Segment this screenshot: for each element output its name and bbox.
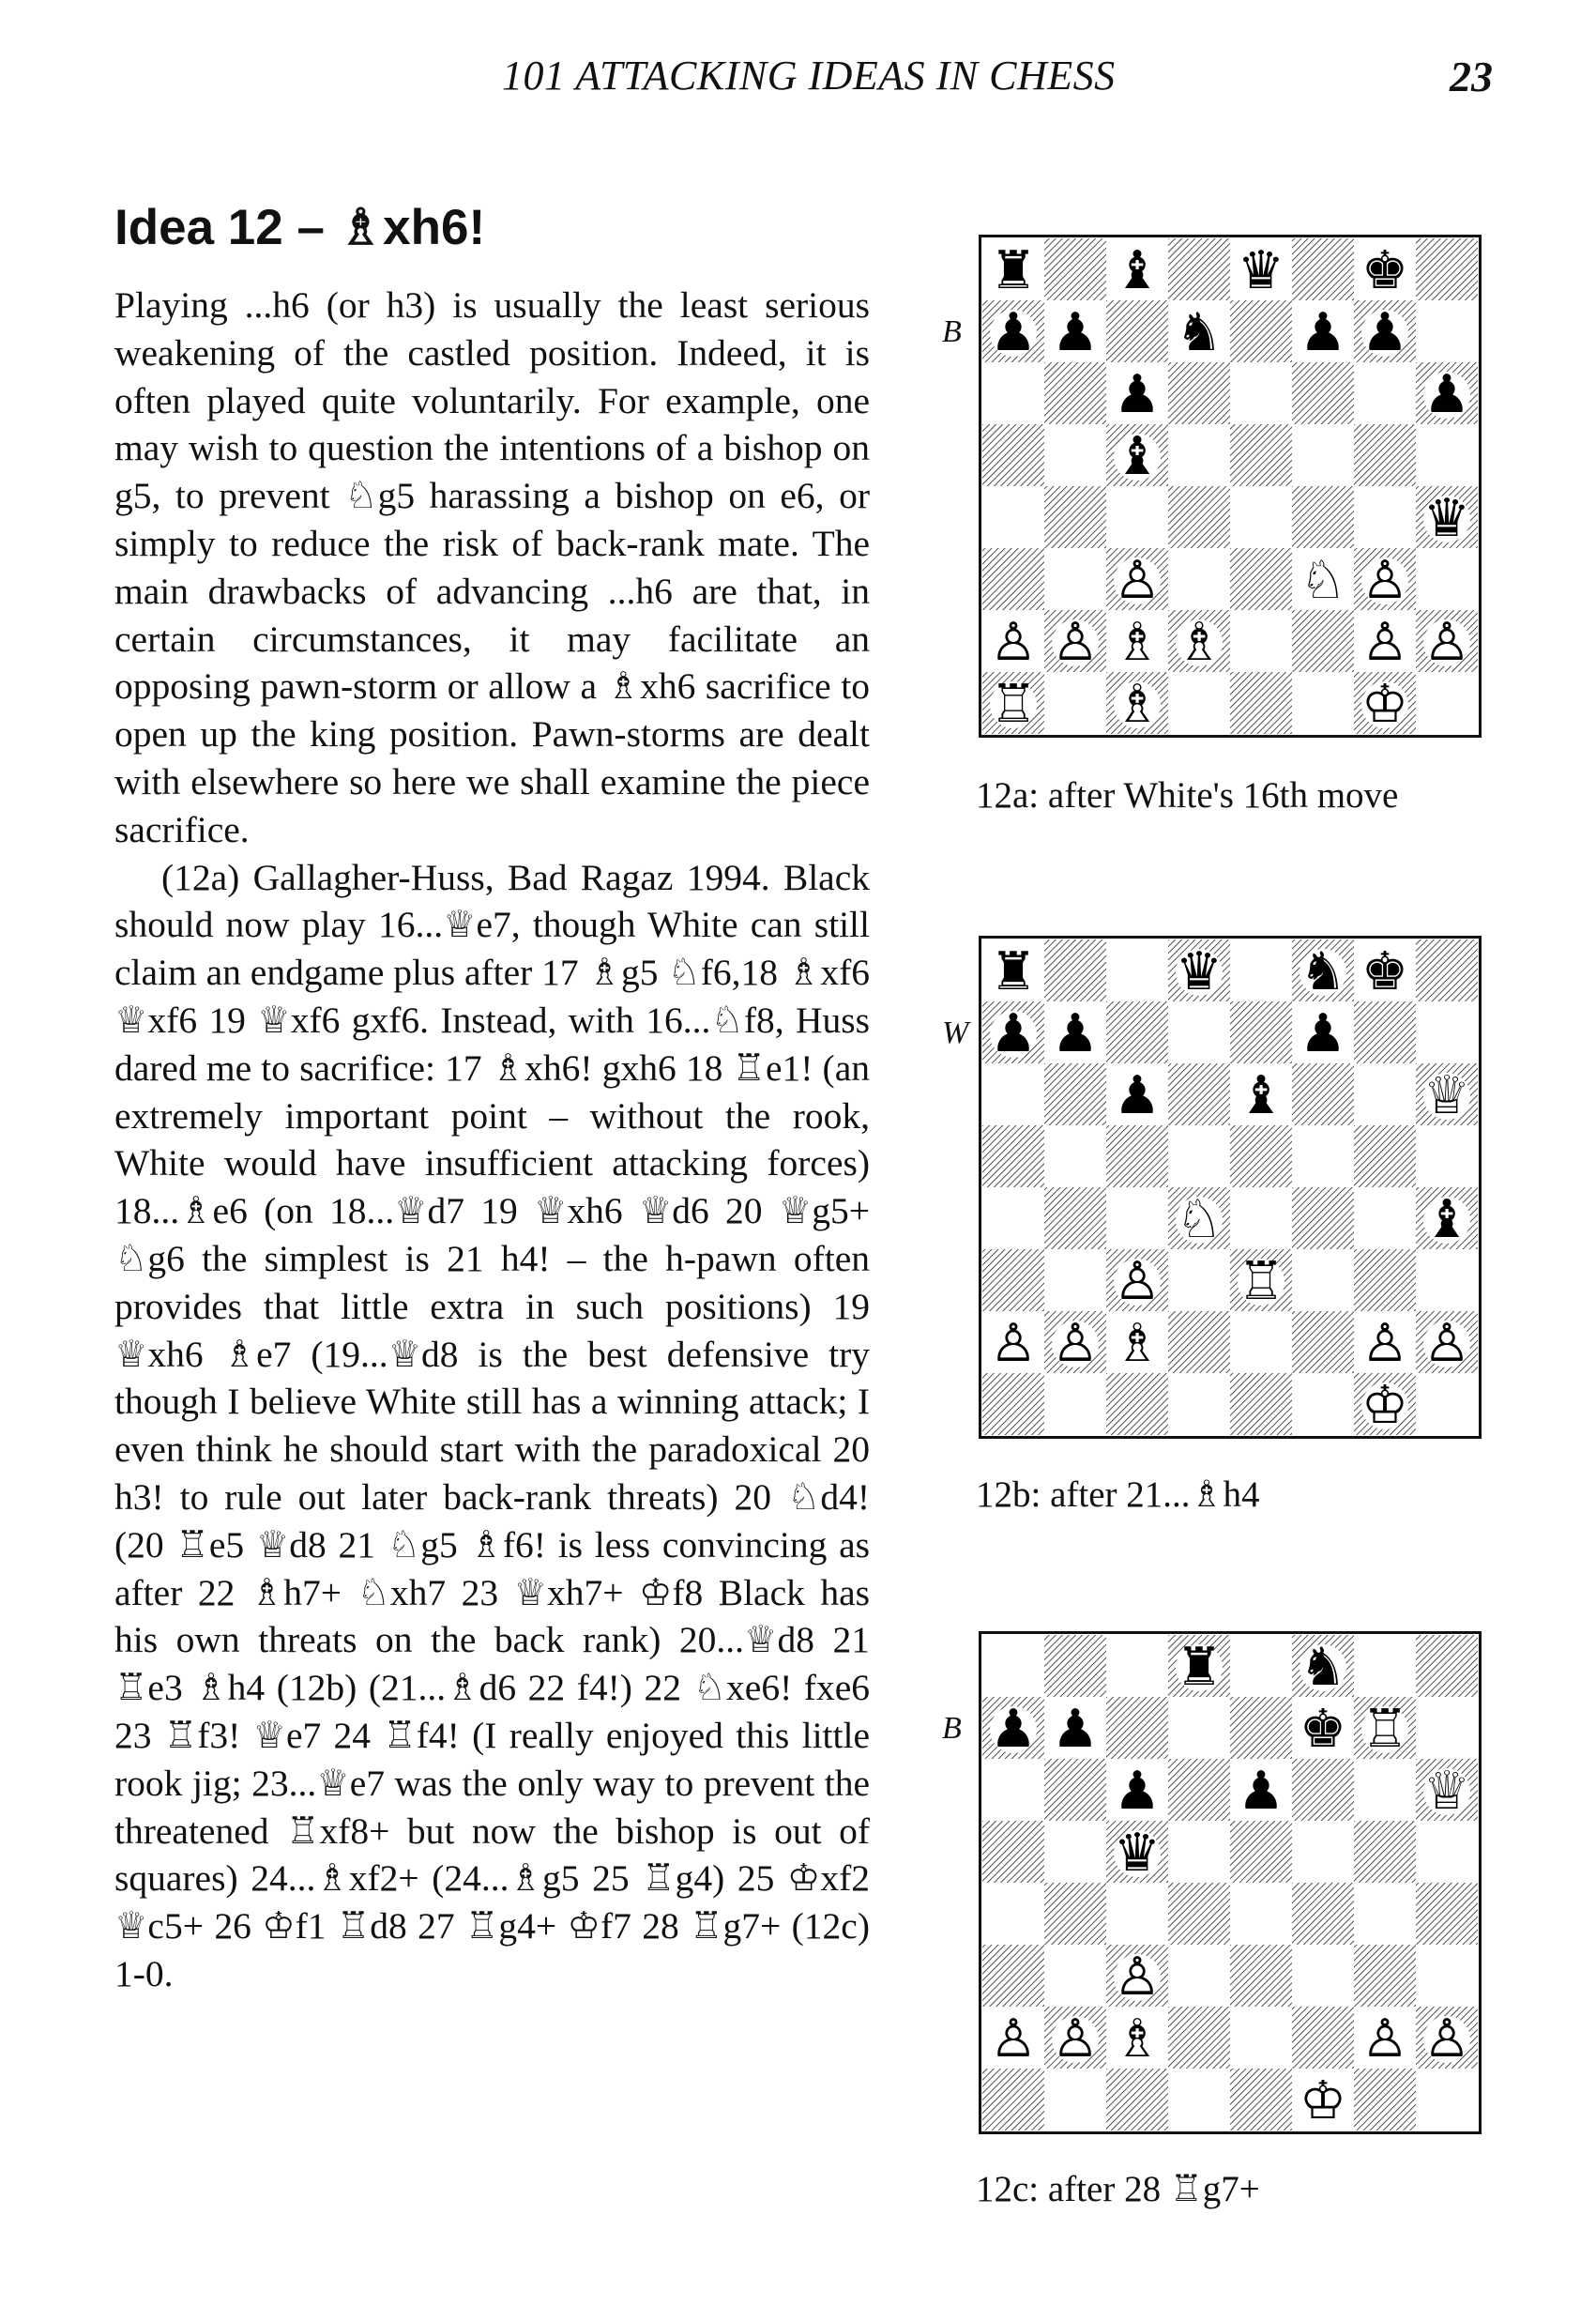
board-square-f6 <box>1292 1063 1354 1125</box>
board-square-b4 <box>1044 486 1106 548</box>
white-rook-a1: ♖ <box>989 674 1038 735</box>
board-square-c4 <box>1106 1187 1168 1249</box>
board-square-h4 <box>1416 1883 1478 1945</box>
board-square-d1 <box>1168 2069 1230 2130</box>
white-queen-h6: ♕ <box>1422 1761 1471 1822</box>
board-square-c8 <box>1106 1635 1168 1697</box>
white-pawn-c3: ♙ <box>1113 550 1162 611</box>
black-pawn-b7: ♟ <box>1051 1003 1100 1064</box>
board-square-d2 <box>1168 1311 1230 1373</box>
white-rook-e3: ♖ <box>1237 1251 1285 1312</box>
board-square-g1 <box>1354 2069 1416 2130</box>
board-square-h7 <box>1416 1001 1478 1063</box>
board-square-f2 <box>1292 610 1354 672</box>
black-pawn-c6: ♟ <box>1113 1761 1162 1822</box>
board-square-g4 <box>1354 486 1416 548</box>
board-square-f4 <box>1292 1883 1354 1945</box>
board-square-h3 <box>1416 1249 1478 1311</box>
board-square-b1 <box>1044 2069 1106 2130</box>
black-king-g8: ♚ <box>1360 240 1409 301</box>
board-square-b8 <box>1044 939 1106 1001</box>
white-pawn-a2: ♙ <box>989 612 1038 673</box>
white-pawn-b2: ♙ <box>1051 1313 1100 1374</box>
board-square-c1 <box>1106 2069 1168 2130</box>
chess-board <box>981 939 1479 1436</box>
board-square-a6 <box>982 1759 1044 1821</box>
white-pawn-h2: ♙ <box>1422 2008 1471 2069</box>
white-knight-f3: ♘ <box>1299 550 1347 611</box>
white-pawn-g3: ♙ <box>1360 550 1409 611</box>
black-pawn-a7: ♟ <box>989 1699 1038 1760</box>
white-knight-d4: ♘ <box>1175 1189 1224 1250</box>
board-square-f5 <box>1292 1821 1354 1883</box>
black-pawn-f7: ♟ <box>1299 302 1347 363</box>
board-square-b5 <box>1044 1125 1106 1187</box>
board-square-e5 <box>1230 1821 1292 1883</box>
black-king-g8: ♚ <box>1360 941 1409 1002</box>
board-square-a1 <box>982 1373 1044 1435</box>
black-queen-e8: ♛ <box>1237 240 1285 301</box>
board-square-f1 <box>1292 672 1354 734</box>
board-square-e2 <box>1230 1311 1292 1373</box>
white-bishop-c2: ♗ <box>1113 612 1162 673</box>
board-square-a3 <box>982 1249 1044 1311</box>
black-pawn-h6: ♟ <box>1422 364 1471 425</box>
board-square-h1 <box>1416 672 1478 734</box>
paragraph-intro: Playing ...h6 (or h3) is usually the least serious weakening of the castled position. Indeed, it is often played quite voluntarily. For example, one may wish to question the intentions of a bishop on g5, to prevent ♘g5 harassing a bishop on e6, or simply to reduce the risk of back-rank mate. The main drawbacks of advancing ...h6 are that, in certain circumstances, it may facilitate an opposing pawn-storm or allow a ♗xh6 sacrifice to open up the king position. Pawn-storms are dealt with elsewhere so here we shall examine the piece sacrifice. <box>114 284 870 850</box>
black-queen-h4: ♛ <box>1422 488 1471 549</box>
white-rook-g7: ♖ <box>1360 1699 1409 1760</box>
board-square-h5 <box>1416 1821 1478 1883</box>
board-square-c8 <box>1106 939 1168 1001</box>
board-square-e1 <box>1230 672 1292 734</box>
board-square-h5 <box>1416 424 1478 486</box>
running-head <box>0 52 1596 117</box>
chess-diagram-12b <box>979 936 1482 1439</box>
white-bishop-c1: ♗ <box>1113 674 1162 735</box>
board-square-f3 <box>1292 1945 1354 2007</box>
board-square-a3 <box>982 1945 1044 2007</box>
side-to-move-12b: W <box>942 1016 969 1050</box>
white-pawn-h2: ♙ <box>1422 612 1471 673</box>
board-square-d5 <box>1168 1125 1230 1187</box>
side-to-move-12c: B <box>942 1711 962 1746</box>
black-knight-f8: ♞ <box>1299 1637 1347 1698</box>
board-square-g6 <box>1354 362 1416 424</box>
board-square-f5 <box>1292 1125 1354 1187</box>
white-king-f1: ♔ <box>1299 2070 1347 2131</box>
black-pawn-b7: ♟ <box>1051 1699 1100 1760</box>
board-square-g3 <box>1354 1945 1416 2007</box>
board-square-b3 <box>1044 548 1106 610</box>
board-square-g8 <box>1354 1635 1416 1697</box>
board-square-g4 <box>1354 1187 1416 1249</box>
board-square-e8 <box>1230 1635 1292 1697</box>
black-bishop-c5: ♝ <box>1113 426 1162 487</box>
board-square-a6 <box>982 362 1044 424</box>
board-square-c4 <box>1106 486 1168 548</box>
chess-diagram-12a <box>979 235 1482 738</box>
board-square-a5 <box>982 424 1044 486</box>
board-square-f3 <box>1292 1249 1354 1311</box>
board-square-d8 <box>1168 238 1230 300</box>
board-square-h8 <box>1416 939 1478 1001</box>
board-square-f1 <box>1292 1373 1354 1435</box>
board-square-h3 <box>1416 1945 1478 2007</box>
black-queen-c5: ♛ <box>1113 1823 1162 1884</box>
board-square-d4 <box>1168 1883 1230 1945</box>
idea-heading: Idea 12 – ♗xh6! <box>114 200 486 255</box>
board-square-c4 <box>1106 1883 1168 1945</box>
board-square-b3 <box>1044 1249 1106 1311</box>
board-square-e8 <box>1230 939 1292 1001</box>
board-square-b6 <box>1044 362 1106 424</box>
black-bishop-c8: ♝ <box>1113 240 1162 301</box>
board-square-b1 <box>1044 1373 1106 1435</box>
board-square-d7 <box>1168 1001 1230 1063</box>
board-square-f6 <box>1292 362 1354 424</box>
board-square-e3 <box>1230 548 1292 610</box>
white-bishop-c2: ♗ <box>1113 1313 1162 1374</box>
body-text <box>114 282 870 1998</box>
black-pawn-f7: ♟ <box>1299 1003 1347 1064</box>
black-pawn-c6: ♟ <box>1113 1065 1162 1126</box>
white-queen-h6: ♕ <box>1422 1065 1471 1126</box>
black-pawn-c6: ♟ <box>1113 364 1162 425</box>
board-square-e2 <box>1230 2007 1292 2069</box>
white-pawn-c3: ♙ <box>1113 1251 1162 1312</box>
board-square-e5 <box>1230 424 1292 486</box>
board-square-a4 <box>982 486 1044 548</box>
board-square-g6 <box>1354 1759 1416 1821</box>
board-square-e5 <box>1230 1125 1292 1187</box>
board-square-c1 <box>1106 1373 1168 1435</box>
board-square-d3 <box>1168 1945 1230 2007</box>
black-rook-a8: ♜ <box>989 240 1038 301</box>
board-square-b1 <box>1044 672 1106 734</box>
board-square-a6 <box>982 1063 1044 1125</box>
paragraph-game: (12a) Gallagher-Huss, Bad Ragaz 1994. Black should now play 16...♕e7, though White can still claim an endgame plus after 17 ♗g5 ♘f6,18 ♗xf6 ♕xf6 19 ♕xf6 gxf6. Instead, with 16...♘f8, Huss dared me to sacrifice: 17 ♗xh6! gxh6 18 ♖e1! (an extremely important point – without the rook, White would have insufficient attacking forces) 18...♗e6 (on 18...♕d7 19 ♕xh6 ♕d6 20 ♕g5+ ♘g6 the simplest is 21 h4! – the h-pawn often provides that little extra in such positions) 19 ♕xh6 ♗e7 (19...♕d8 is the best defensive try though I believe White still has a winning attack; I even think he should start with the paradoxical 20 h3! to rule out later back-rank threats) 20 ♘d4! (20 ♖e5 ♕d8 21 ♘g5 ♗f6! is less convincing as after 22 ♗h7+ ♘xh7 23 ♕xh7+ ♔f8 Black has his own threats on the back rank) 20...♕d8 21 ♖e3 ♗h4 (12b) (21...♗d6 22 f4!) 22 ♘xe6! fxe6 23 ♖f3! ♕e7 24 ♖f4! (I really enjoyed this little rook jig; 23...♕e7 was the only way to prevent the threatened ♖xf8+ but now the bishop is out of squares) 24...♗xf2+ (24...♗g5 25 ♖g4) 25 ♔xf2 ♕c5+ 26 ♔f1 ♖d8 27 ♖g4+ ♔f7 28 ♖g7+ (12c) 1-0. <box>114 856 870 1994</box>
board-square-b3 <box>1044 1945 1106 2007</box>
board-square-g5 <box>1354 1125 1416 1187</box>
white-pawn-a2: ♙ <box>989 1313 1038 1374</box>
board-square-a5 <box>982 1125 1044 1187</box>
board-square-d3 <box>1168 548 1230 610</box>
white-king-g1: ♔ <box>1360 674 1409 735</box>
black-king-f7: ♚ <box>1299 1699 1347 1760</box>
board-square-c5 <box>1106 1125 1168 1187</box>
board-square-d7 <box>1168 1697 1230 1759</box>
black-pawn-a7: ♟ <box>989 1003 1038 1064</box>
board-square-a8 <box>982 1635 1044 1697</box>
black-pawn-g7: ♟ <box>1360 302 1409 363</box>
board-square-e7 <box>1230 300 1292 362</box>
black-pawn-b7: ♟ <box>1051 302 1100 363</box>
board-square-f6 <box>1292 1759 1354 1821</box>
board-square-e1 <box>1230 2069 1292 2130</box>
board-square-g6 <box>1354 1063 1416 1125</box>
board-square-e6 <box>1230 362 1292 424</box>
white-king-g1: ♔ <box>1360 1375 1409 1436</box>
black-queen-d8: ♛ <box>1175 941 1224 1002</box>
board-square-e1 <box>1230 1373 1292 1435</box>
board-square-e4 <box>1230 486 1292 548</box>
board-square-c7 <box>1106 1697 1168 1759</box>
board-square-d2 <box>1168 2007 1230 2069</box>
white-pawn-h2: ♙ <box>1422 1313 1471 1374</box>
board-square-g4 <box>1354 1883 1416 1945</box>
board-square-g3 <box>1354 1249 1416 1311</box>
black-bishop-e6: ♝ <box>1237 1065 1285 1126</box>
board-square-h7 <box>1416 300 1478 362</box>
board-square-f2 <box>1292 2007 1354 2069</box>
board-square-d1 <box>1168 1373 1230 1435</box>
board-square-c7 <box>1106 1001 1168 1063</box>
black-knight-f8: ♞ <box>1299 941 1347 1002</box>
board-square-g7 <box>1354 1001 1416 1063</box>
board-square-h5 <box>1416 1125 1478 1187</box>
board-square-g5 <box>1354 1821 1416 1883</box>
board-square-b8 <box>1044 1635 1106 1697</box>
black-bishop-h4: ♝ <box>1422 1189 1471 1250</box>
board-square-a3 <box>982 548 1044 610</box>
caption-12c: 12c: after 28 ♖g7+ <box>976 2169 1260 2209</box>
board-square-h8 <box>1416 238 1478 300</box>
page-number: 23 <box>1450 53 1493 100</box>
black-rook-d8: ♜ <box>1175 1637 1224 1698</box>
board-square-b4 <box>1044 1883 1106 1945</box>
board-square-b6 <box>1044 1063 1106 1125</box>
white-pawn-g2: ♙ <box>1360 2008 1409 2069</box>
board-square-e4 <box>1230 1883 1292 1945</box>
board-square-b5 <box>1044 424 1106 486</box>
board-square-c7 <box>1106 300 1168 362</box>
white-pawn-c3: ♙ <box>1113 1947 1162 2008</box>
board-square-d4 <box>1168 486 1230 548</box>
black-rook-a8: ♜ <box>989 941 1038 1002</box>
board-square-h1 <box>1416 2069 1478 2130</box>
board-square-e4 <box>1230 1187 1292 1249</box>
board-square-h1 <box>1416 1373 1478 1435</box>
caption-12b: 12b: after 21...♗h4 <box>976 1474 1260 1515</box>
chess-diagram-12c <box>979 1631 1482 2134</box>
black-pawn-a7: ♟ <box>989 302 1038 363</box>
board-square-b6 <box>1044 1759 1106 1821</box>
caption-12a: 12a: after White's 16th move <box>976 775 1399 816</box>
board-square-a4 <box>982 1187 1044 1249</box>
white-pawn-g2: ♙ <box>1360 1313 1409 1374</box>
chess-board <box>981 237 1479 735</box>
running-title: 101 ATTACKING IDEAS IN CHESS <box>502 53 1116 99</box>
board-square-a5 <box>982 1821 1044 1883</box>
board-square-f8 <box>1292 238 1354 300</box>
white-bishop-d2: ♗ <box>1175 612 1224 673</box>
board-square-d5 <box>1168 424 1230 486</box>
board-square-d6 <box>1168 1759 1230 1821</box>
black-knight-d7: ♞ <box>1175 302 1224 363</box>
board-square-h7 <box>1416 1697 1478 1759</box>
board-square-b5 <box>1044 1821 1106 1883</box>
board-square-f5 <box>1292 424 1354 486</box>
white-pawn-a2: ♙ <box>989 2008 1038 2069</box>
board-square-e7 <box>1230 1697 1292 1759</box>
white-bishop-c2: ♗ <box>1113 2008 1162 2069</box>
board-square-b8 <box>1044 238 1106 300</box>
board-square-a4 <box>982 1883 1044 1945</box>
board-square-d6 <box>1168 1063 1230 1125</box>
side-to-move-12a: B <box>942 314 962 349</box>
board-square-a1 <box>982 2069 1044 2130</box>
board-square-d6 <box>1168 362 1230 424</box>
board-square-e2 <box>1230 610 1292 672</box>
board-square-g5 <box>1354 424 1416 486</box>
board-square-d1 <box>1168 672 1230 734</box>
board-square-e7 <box>1230 1001 1292 1063</box>
board-square-f2 <box>1292 1311 1354 1373</box>
board-square-e3 <box>1230 1945 1292 2007</box>
board-square-h8 <box>1416 1635 1478 1697</box>
white-pawn-g2: ♙ <box>1360 612 1409 673</box>
chess-board <box>981 1634 1479 2131</box>
black-pawn-e6: ♟ <box>1237 1761 1285 1822</box>
board-square-d5 <box>1168 1821 1230 1883</box>
board-square-b4 <box>1044 1187 1106 1249</box>
white-pawn-b2: ♙ <box>1051 2008 1100 2069</box>
board-square-h3 <box>1416 548 1478 610</box>
white-pawn-b2: ♙ <box>1051 612 1100 673</box>
board-square-d3 <box>1168 1249 1230 1311</box>
board-square-f4 <box>1292 1187 1354 1249</box>
board-square-f4 <box>1292 486 1354 548</box>
